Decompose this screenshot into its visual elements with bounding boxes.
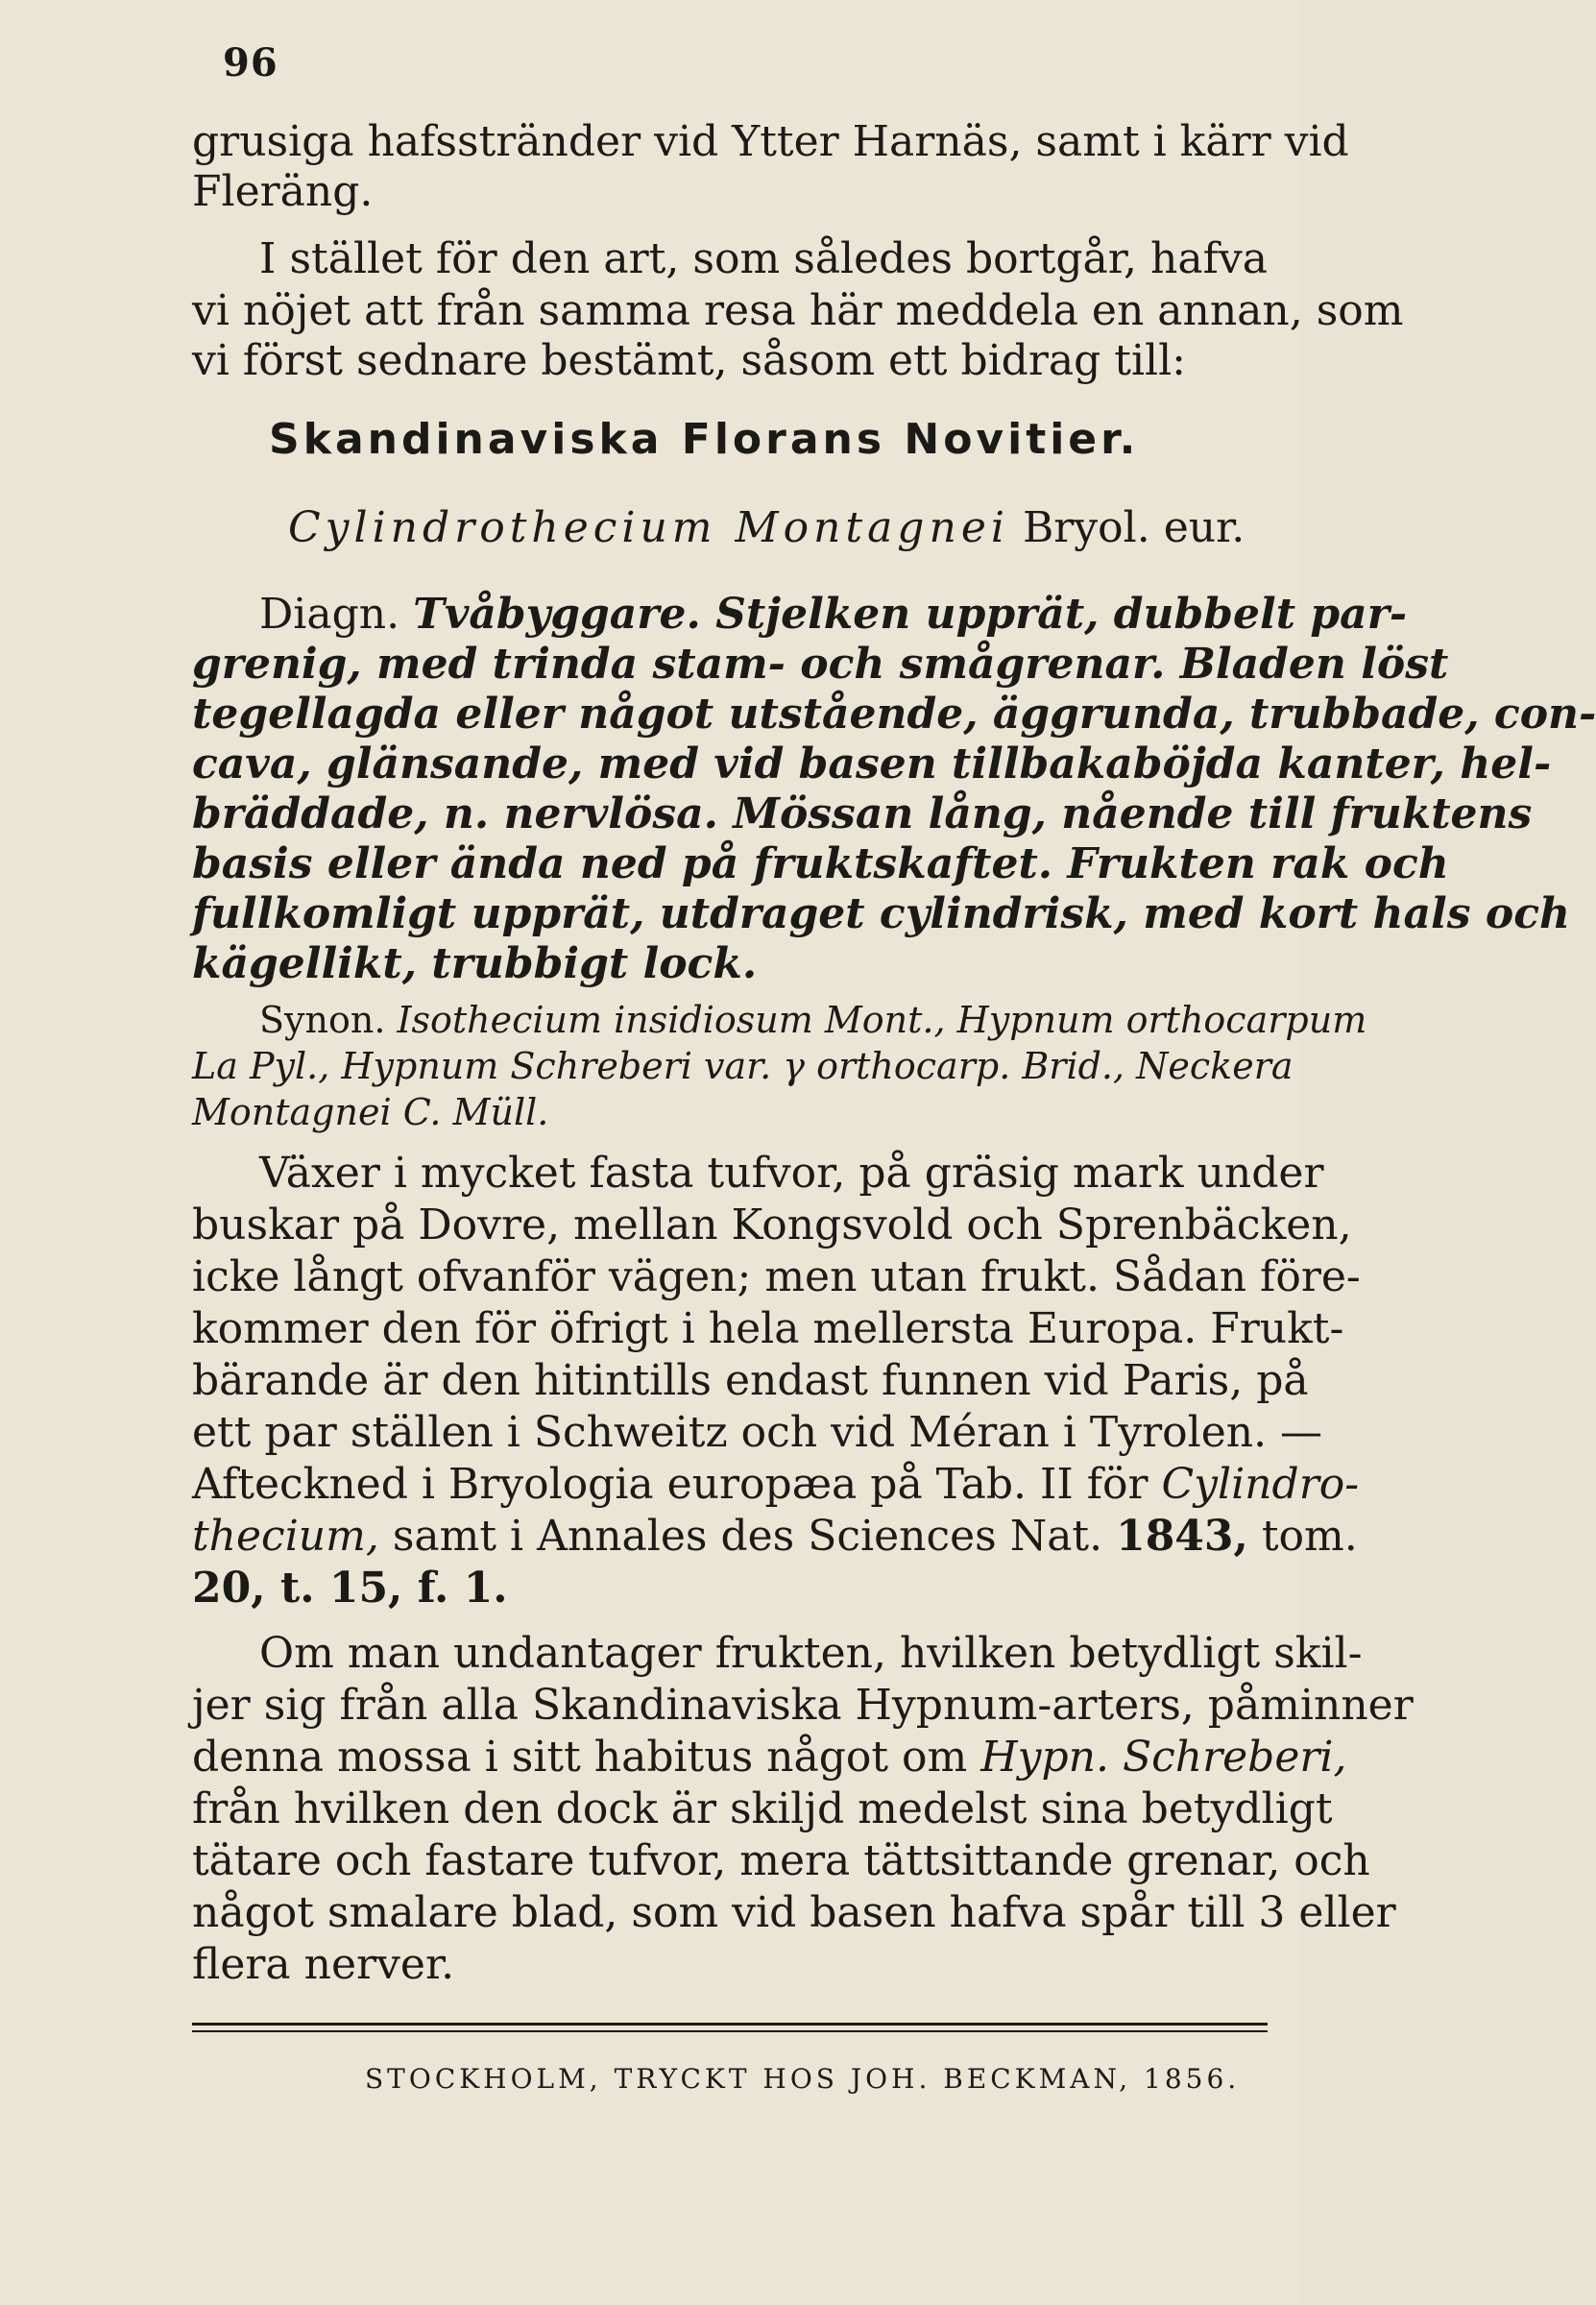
text-line: vi nöjet att från samma resa här meddela en annan, som bbox=[192, 286, 1404, 335]
text-line bbox=[192, 1733, 1347, 1783]
section-heading: Skandinaviska Florans Novitier. bbox=[269, 415, 1140, 464]
text-line: vi först sednare bestämt, såsom ett bidrag till: bbox=[192, 336, 1186, 385]
text-line: icke långt ofvanför vägen; men utan frukt. Sådan före- bbox=[192, 1252, 1361, 1301]
text-segment: denna mossa i sitt habitus något om bbox=[192, 1733, 981, 1782]
page-number: 96 bbox=[223, 40, 278, 85]
genus-name: Cylindro- bbox=[1161, 1460, 1360, 1509]
species-title bbox=[288, 503, 1245, 552]
year: 1843, bbox=[1116, 1512, 1248, 1561]
text-line bbox=[192, 995, 1367, 1045]
text-line: fullkomligt upprät, utdraget cylindrisk, med kort hals och bbox=[192, 889, 1570, 938]
text-line: tätare och fastare tufvor, mera tättsittande grenar, och bbox=[192, 1836, 1370, 1885]
text-line: I stället för den art, som således bortgår, hafva bbox=[259, 234, 1268, 283]
text-line: cava, glänsande, med vid basen tillbakaböjda kanter, hel- bbox=[192, 740, 1552, 789]
text-line: 20, t. 15, f. 1. bbox=[192, 1564, 508, 1613]
text-line: flera nerver. bbox=[192, 1940, 455, 1989]
text-line: grusiga hafsstränder vid Ytter Harnäs, samt i kärr vid bbox=[192, 117, 1349, 166]
diagnosis-label: Diagn. bbox=[259, 590, 400, 639]
divider-rule bbox=[192, 2030, 1268, 2032]
text-line: tegellagda eller något utstående, äggrunda, trubbade, con- bbox=[192, 690, 1596, 739]
printer-imprint: STOCKHOLM, TRYCKT HOS JOH. BECKMAN, 1856. bbox=[365, 2063, 1241, 2095]
text-line: något smalare blad, som vid basen hafva spår till 3 eller bbox=[192, 1888, 1396, 1937]
text-segment: tom. bbox=[1247, 1512, 1358, 1561]
text-line: basis eller ända ned på fruktskaftet. Frukten rak och bbox=[192, 839, 1449, 888]
text-segment: samt i Annales des Sciences Nat. bbox=[378, 1512, 1117, 1561]
synonyms-label: Synon. bbox=[259, 999, 386, 1041]
text-line: Om man undantager frukten, hvilken betydligt skil- bbox=[259, 1629, 1363, 1678]
text-line bbox=[192, 1512, 1358, 1562]
synonyms-text: Isothecium insidiosum Mont., Hypnum orthocarpum bbox=[397, 999, 1367, 1041]
text-line: Växer i mycket fasta tufvor, på gräsig mark under bbox=[259, 1149, 1324, 1198]
species-name: Cylindrothecium Montagnei bbox=[288, 503, 1009, 552]
species-authority: Bryol. eur. bbox=[1022, 503, 1245, 552]
text-line: buskar på Dovre, mellan Kongsvold och Sprenbäcken, bbox=[192, 1201, 1352, 1250]
genus-name: thecium, bbox=[192, 1512, 379, 1561]
divider-rule bbox=[192, 2023, 1268, 2026]
text-line bbox=[192, 1460, 1360, 1510]
text-line: kommer den för öfrigt i hela mellersta Europa. Frukt- bbox=[192, 1304, 1344, 1353]
species-reference: Hypn. Schreberi, bbox=[980, 1733, 1347, 1782]
text-line: kägellikt, trubbigt lock. bbox=[192, 939, 758, 988]
diagnosis-text: Tvåbyggare. Stjelken upprät, dubbelt par- bbox=[413, 590, 1408, 639]
text-line bbox=[192, 590, 1408, 640]
text-line: Fleräng. bbox=[192, 167, 374, 216]
text-line: från hvilken den dock är skiljd medelst sina betydligt bbox=[192, 1784, 1333, 1833]
text-line: grenig, med trinda stam- och smågrenar. Bladen löst bbox=[192, 640, 1449, 689]
text-line: bärande är den hitintills endast funnen vid Paris, på bbox=[192, 1356, 1309, 1405]
text-line: jer sig från alla Skandinaviska Hypnum-arters, påminner bbox=[192, 1681, 1414, 1730]
text-line: La Pyl., Hypnum Schreberi var. γ orthocarp. Brid., Neckera bbox=[192, 1045, 1294, 1087]
text-segment: Afteckned i Bryologia europæa på Tab. II för bbox=[192, 1460, 1162, 1509]
text-line: Montagnei C. Müll. bbox=[192, 1091, 549, 1133]
text-line: ett par ställen i Schweitz och vid Méran i Tyrolen. — bbox=[192, 1408, 1323, 1457]
text-line: bräddade, n. nervlösa. Mössan lång, nående till fruktens bbox=[192, 789, 1533, 838]
